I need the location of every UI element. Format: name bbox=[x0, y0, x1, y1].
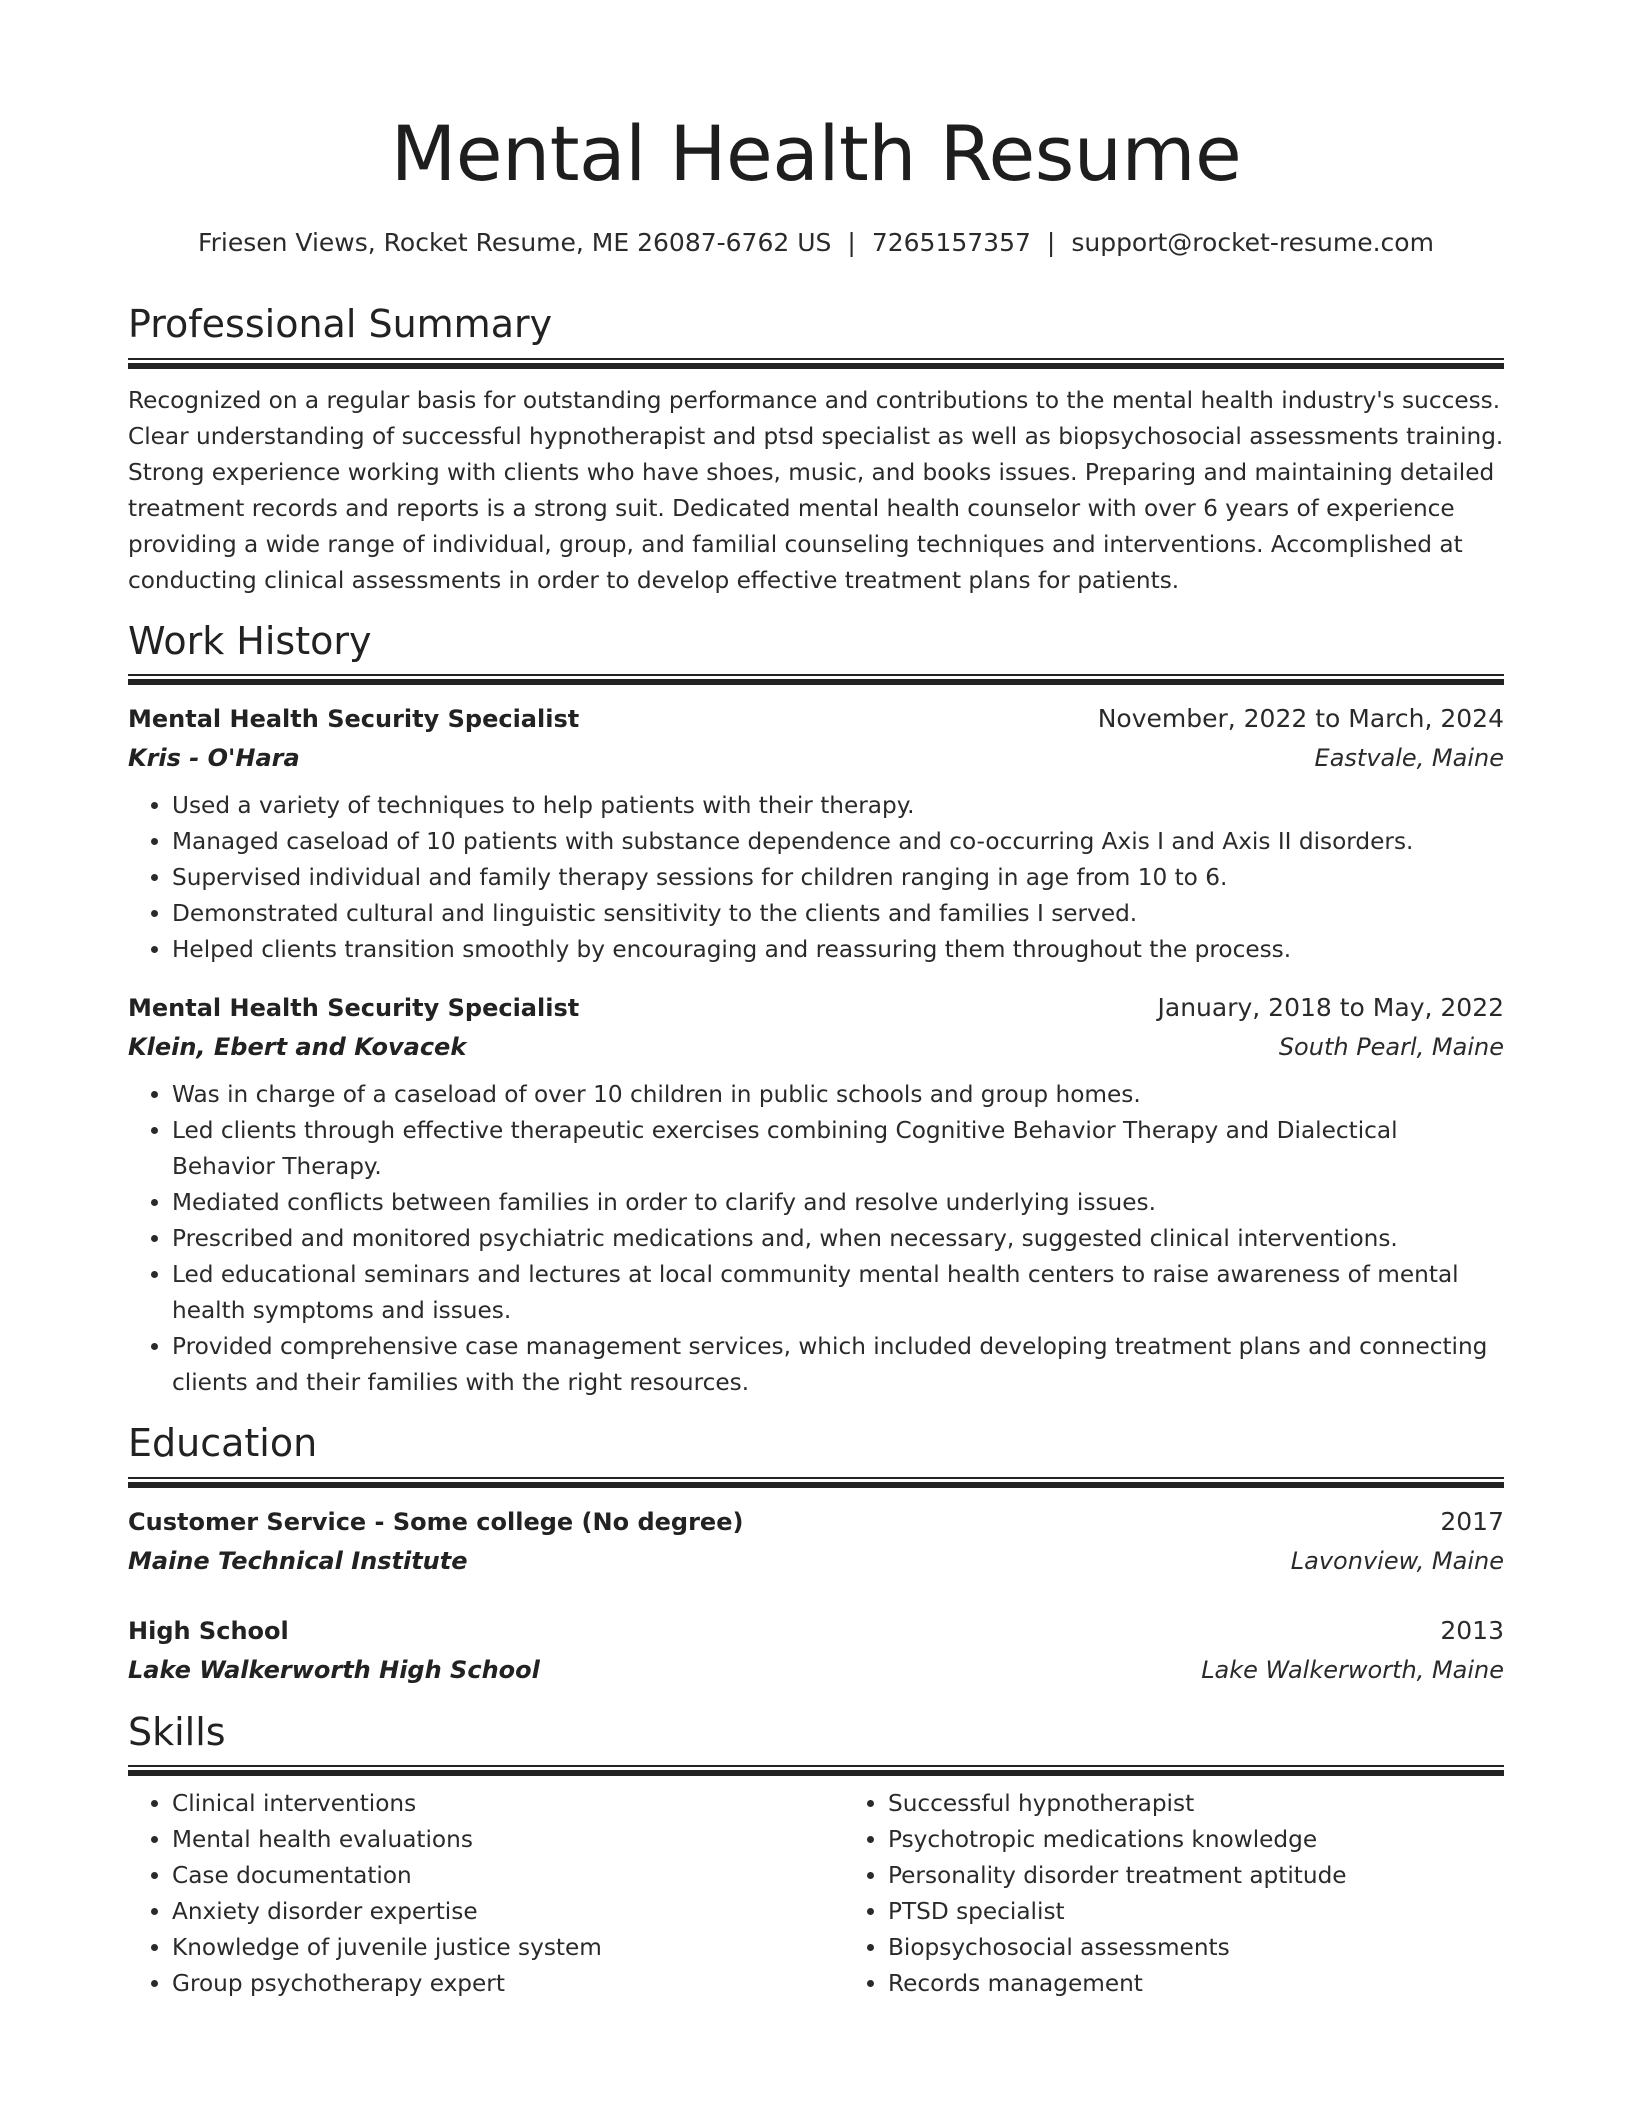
summary-heading: Professional Summary bbox=[128, 302, 553, 346]
education-section bbox=[128, 1421, 1504, 1690]
section-divider bbox=[128, 1477, 1504, 1488]
job-bullets bbox=[128, 1077, 1504, 1401]
skills-list-left bbox=[128, 1786, 844, 2002]
section-divider bbox=[128, 1765, 1504, 1776]
job-org-row bbox=[128, 1028, 1504, 1067]
education-school-row bbox=[128, 1542, 1504, 1581]
job-header-row bbox=[128, 699, 1504, 739]
education-entry bbox=[128, 1502, 1504, 1581]
skill-item: • Biopsychosocial assessments bbox=[888, 1930, 1504, 1966]
job-bullet: • Used a variety of techniques to help patients with their therapy. bbox=[172, 788, 1504, 824]
contact-phone: 7265157357 bbox=[871, 228, 1031, 257]
section-divider bbox=[128, 674, 1504, 685]
work-history-heading: Work History bbox=[128, 618, 372, 663]
education-school: Lake Walkerworth High School bbox=[128, 1655, 540, 1684]
job-company: Kris - O'Hara bbox=[128, 744, 300, 773]
summary-section bbox=[128, 302, 1504, 599]
job-company: Klein, Ebert and Kovacek bbox=[128, 1033, 467, 1062]
skills-section bbox=[128, 1710, 1504, 2003]
job-bullet: • Mediated conflicts between families in order to clarify and resolve underlying issues. bbox=[172, 1185, 1504, 1221]
skill-item: • Records management bbox=[888, 1966, 1504, 2002]
skill-item: • Anxiety disorder expertise bbox=[172, 1894, 844, 1930]
job-bullet: • Was in charge of a caseload of over 10 children in public schools and group homes. bbox=[172, 1077, 1504, 1113]
education-degree: High School bbox=[128, 1616, 289, 1645]
skill-item: • Psychotropic medications knowledge bbox=[888, 1822, 1504, 1858]
job-entry bbox=[128, 699, 1504, 968]
education-school-row bbox=[128, 1651, 1504, 1690]
job-org-row bbox=[128, 739, 1504, 778]
skill-item: • PTSD specialist bbox=[888, 1894, 1504, 1930]
skill-item: • Group psychotherapy expert bbox=[172, 1966, 844, 2002]
work-history-section bbox=[128, 619, 1504, 1402]
job-title: Mental Health Security Specialist bbox=[128, 705, 580, 734]
section-divider bbox=[128, 358, 1504, 369]
job-bullet: • Led educational seminars and lectures at local community mental health centers to raise awareness of mental health symptoms and issues. bbox=[172, 1257, 1504, 1329]
education-location: Lake Walkerworth, Maine bbox=[1201, 1655, 1504, 1684]
education-year: 2013 bbox=[1440, 1615, 1504, 1645]
job-bullet: • Supervised individual and family therapy sessions for children ranging in age from 10 to 6. bbox=[172, 860, 1504, 896]
job-dates: November, 2022 to March, 2024 bbox=[1097, 704, 1504, 734]
education-header-row bbox=[128, 1611, 1504, 1651]
contact-address: Friesen Views, Rocket Resume, ME 26087-6762 US bbox=[198, 228, 832, 257]
education-entry bbox=[128, 1611, 1504, 1690]
education-year: 2017 bbox=[1440, 1506, 1504, 1536]
education-degree: Customer Service - Some college (No degree) bbox=[128, 1507, 744, 1536]
skill-item: • Clinical interventions bbox=[172, 1786, 844, 1822]
skills-list-right bbox=[844, 1786, 1504, 2002]
job-bullet: • Led clients through effective therapeutic exercises combining Cognitive Behavior Therapy and Dialectical Behavior Therapy. bbox=[172, 1113, 1504, 1185]
job-location: South Pearl, Maine bbox=[1278, 1033, 1504, 1062]
job-header-row bbox=[128, 988, 1504, 1028]
contact-line bbox=[128, 228, 1504, 258]
job-bullets bbox=[128, 788, 1504, 968]
education-heading: Education bbox=[128, 1421, 318, 1466]
resume-title: Mental Health Resume bbox=[390, 109, 1242, 198]
job-bullet: • Provided comprehensive case management services, which included developing treatment plans and connecting clients and their families with the right resources. bbox=[172, 1329, 1504, 1401]
job-title: Mental Health Security Specialist bbox=[128, 994, 580, 1023]
job-bullet: • Managed caseload of 10 patients with substance dependence and co-occurring Axis I and Axis II disorders. bbox=[172, 824, 1504, 860]
skills-columns bbox=[128, 1786, 1504, 2002]
summary-text: Recognized on a regular basis for outstanding performance and contributions to the mental health industry's success. Clear understanding of successful hypnotherapist and ptsd specialist as well as biopsychosocial assessments training. Strong experience working with clients who have shoes, music, and books issues. Preparing and maintaining detailed treatment records and reports is a strong suit. Dedicated mental health counselor with over 6 years of experience providing a wide range of individual, group, and familial counseling techniques and interventions. Accomplished at conducting clinical assessments in order to develop effective treatment plans for patients. bbox=[128, 386, 1504, 594]
education-school: Maine Technical Institute bbox=[128, 1546, 468, 1575]
job-bullet: • Prescribed and monitored psychiatric medications and, when necessary, suggested clinical interventions. bbox=[172, 1221, 1504, 1257]
skill-item: • Knowledge of juvenile justice system bbox=[172, 1930, 844, 1966]
contact-separator: | bbox=[847, 228, 856, 257]
job-dates: January, 2018 to May, 2022 bbox=[1157, 993, 1504, 1023]
job-entry bbox=[128, 988, 1504, 1401]
skills-heading: Skills bbox=[128, 1709, 226, 1754]
skill-item: • Mental health evaluations bbox=[172, 1822, 844, 1858]
contact-email: support@rocket-resume.com bbox=[1071, 228, 1434, 257]
job-location: Eastvale, Maine bbox=[1314, 744, 1504, 773]
skill-item: • Case documentation bbox=[172, 1858, 844, 1894]
job-bullet: • Demonstrated cultural and linguistic sensitivity to the clients and families I served. bbox=[172, 896, 1504, 932]
job-bullet: • Helped clients transition smoothly by encouraging and reassuring them throughout the process. bbox=[172, 932, 1504, 968]
contact-separator: | bbox=[1046, 228, 1056, 257]
skill-item: • Personality disorder treatment aptitude bbox=[888, 1858, 1504, 1894]
skill-item: • Successful hypnotherapist bbox=[888, 1786, 1504, 1822]
education-header-row bbox=[128, 1502, 1504, 1542]
education-location: Lavonview, Maine bbox=[1290, 1546, 1504, 1575]
